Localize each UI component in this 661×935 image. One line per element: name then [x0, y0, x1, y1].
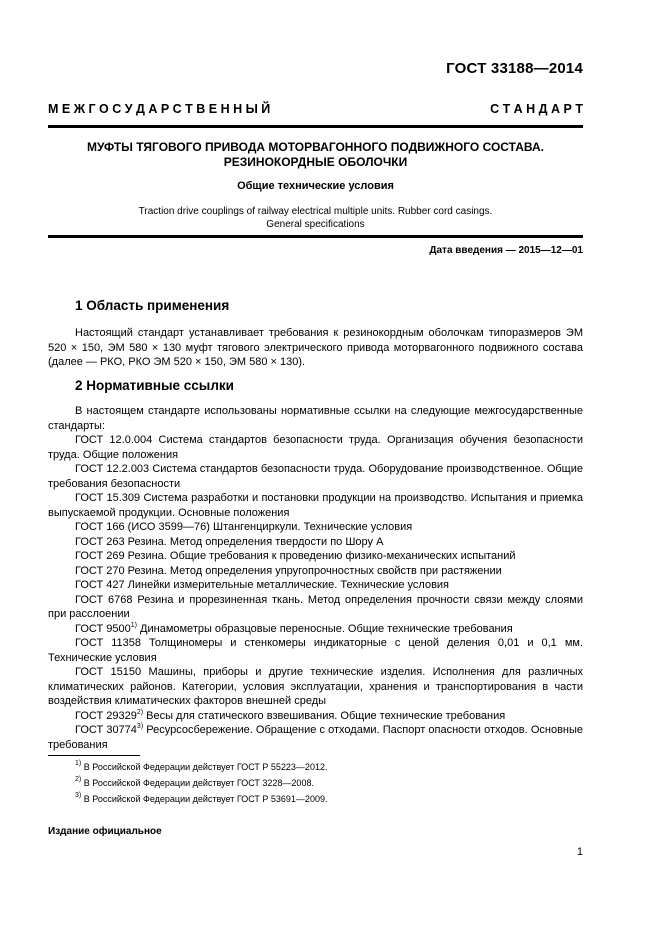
reference-code: ГОСТ 9500	[75, 622, 131, 635]
footnote-1-text: В Российской Федерации действует ГОСТ Р 55223—2012.	[83, 762, 328, 772]
reference-code: ГОСТ 15150	[75, 666, 142, 678]
reference-code: ГОСТ 6768	[75, 593, 133, 606]
standard-type-word2: С Т А Н Д А Р Т	[490, 102, 583, 116]
section-1-paragraph: Настоящий стандарт устанавливает требования к резинокордным оболочкам типоразмеров ЭМ 520 × 150, ЭМ 580 × 130 муфт тягового электрического привода моторвагонного подвижного состава (далее — РКО, РКО ЭМ 520 × 150, ЭМ 580 × 130).	[48, 327, 583, 368]
footnote-2-mark: 2)	[75, 776, 82, 783]
footnote-1	[75, 762, 327, 772]
reference-title: Резина. Метод определения твердости по Шору А	[127, 535, 384, 548]
reference-code: ГОСТ 427	[75, 579, 125, 591]
reference-code: ГОСТ 15.309	[75, 492, 141, 504]
reference-item	[48, 593, 583, 622]
footnote-1-mark: 1)	[75, 760, 82, 767]
footnote-2-text: В Российской Федерации действует ГОСТ 3228—2008.	[83, 778, 314, 788]
footnote-3-mark: 3)	[75, 792, 82, 799]
reference-code: ГОСТ 11358	[75, 637, 141, 649]
reference-item	[48, 709, 583, 724]
section-2-intro: В настоящем стандарте использованы нормативные ссылки на следующие межгосударственные стандарты:	[48, 405, 583, 432]
section-1-heading: 1 Область применения	[75, 298, 230, 313]
reference-title: Резина и прорезиненная ткань. Метод определения прочности связи между слоями при расслоении	[48, 593, 583, 620]
reference-code: ГОСТ 270	[75, 564, 125, 577]
reference-title: Машины, приборы и другие технические изделия. Исполнения для различных климатических районов. Категории, условия эксплуатации, хранения и транспортирования в части воздействия климатических факторов внешней среды	[48, 666, 583, 707]
english-title-line-2: General specifications	[266, 219, 365, 230]
standard-type-header	[48, 102, 583, 116]
gost-code: ГОСТ 33188—2014	[446, 60, 583, 77]
introduction-date: Дата введения — 2015—12—01	[429, 245, 583, 256]
reference-item	[48, 564, 583, 579]
reference-title: Система разработки и постановки продукции на производство. Испытания и приемка выпускаемой продукции. Основные положения	[48, 492, 583, 519]
reference-title: Система стандартов безопасности труда. Организация обучения безопасности труда. Общие положения	[48, 434, 583, 461]
footnote-2	[75, 778, 314, 788]
reference-item	[48, 549, 583, 564]
reference-title: Весы для статического взвешивания. Общие технические требования	[146, 709, 506, 722]
reference-item	[48, 665, 583, 709]
reference-title: Система стандартов безопасности труда. Оборудование производственное. Общие требования безопасности	[48, 463, 583, 490]
edition-note: Издание официальное	[48, 826, 162, 837]
reference-code: ГОСТ 166 (ИСО 3599—76)	[75, 521, 210, 533]
reference-item	[48, 462, 583, 491]
reference-list	[48, 433, 583, 752]
title-line-1: МУФТЫ ТЯГОВОГО ПРИВОДА МОТОРВАГОННОГО ПОДВИЖНОГО СОСТАВА.	[87, 140, 544, 154]
reference-title: Ресурсосбережение. Обращение с отходами. Паспорт опасности отходов. Основные требования	[48, 724, 584, 751]
bottom-divider	[48, 235, 583, 238]
page-number: 1	[576, 846, 583, 858]
footnote-3-text: В Российской Федерации действует ГОСТ Р 53691—2009.	[83, 794, 328, 804]
document-subtitle: Общие технические условия	[237, 180, 394, 192]
footnote-divider	[48, 755, 140, 756]
reference-code: ГОСТ 29329	[75, 709, 137, 722]
reference-item	[48, 636, 583, 665]
reference-item	[48, 433, 583, 462]
document-title	[48, 140, 583, 170]
reference-item	[48, 535, 583, 550]
section-2-heading: 2 Нормативные ссылки	[75, 378, 234, 393]
reference-item	[48, 491, 583, 520]
reference-item	[48, 578, 583, 593]
section-2-body	[48, 404, 583, 752]
footnote-3	[75, 794, 327, 804]
standard-type-word1: М Е Ж Г О С У Д А Р С Т В Е Н Н Ы Й	[48, 102, 271, 116]
reference-code: ГОСТ 30774	[75, 724, 137, 736]
top-divider	[48, 125, 583, 128]
reference-item	[48, 520, 583, 535]
reference-code: ГОСТ 12.0.004	[75, 434, 153, 446]
english-title-line-1: Traction drive couplings of railway electrical multiple units. Rubber cord casings.	[138, 206, 493, 217]
reference-code: ГОСТ 263	[75, 535, 125, 548]
reference-title: Динамометры образцовые переносные. Общие технические требования	[140, 622, 513, 635]
reference-title: Штангенциркули. Технические условия	[212, 521, 413, 533]
footnote-mark: 3)	[136, 723, 144, 730]
footnote-mark: 1)	[130, 621, 137, 629]
title-line-2: РЕЗИНОКОРДНЫЕ ОБОЛОЧКИ	[223, 155, 408, 169]
reference-title: Линейки измерительные металлические. Технические условия	[127, 579, 450, 591]
reference-item	[48, 723, 583, 752]
reference-code: ГОСТ 269	[75, 550, 125, 562]
reference-code: ГОСТ 12.2.003	[75, 463, 150, 475]
section-1-text	[48, 326, 583, 370]
reference-title: Толщиномеры и стенкомеры индикаторные с ценой деления 0,01 и 0,1 мм. Технические условия	[48, 637, 583, 664]
english-title	[48, 205, 583, 231]
footnote-mark: 2)	[136, 708, 144, 716]
reference-title: Резина. Метод определения упругопрочностных свойств при растяжении	[127, 564, 502, 577]
reference-title: Резина. Общие требования к проведению физико-механических испытаний	[127, 550, 516, 562]
reference-item	[48, 622, 583, 637]
